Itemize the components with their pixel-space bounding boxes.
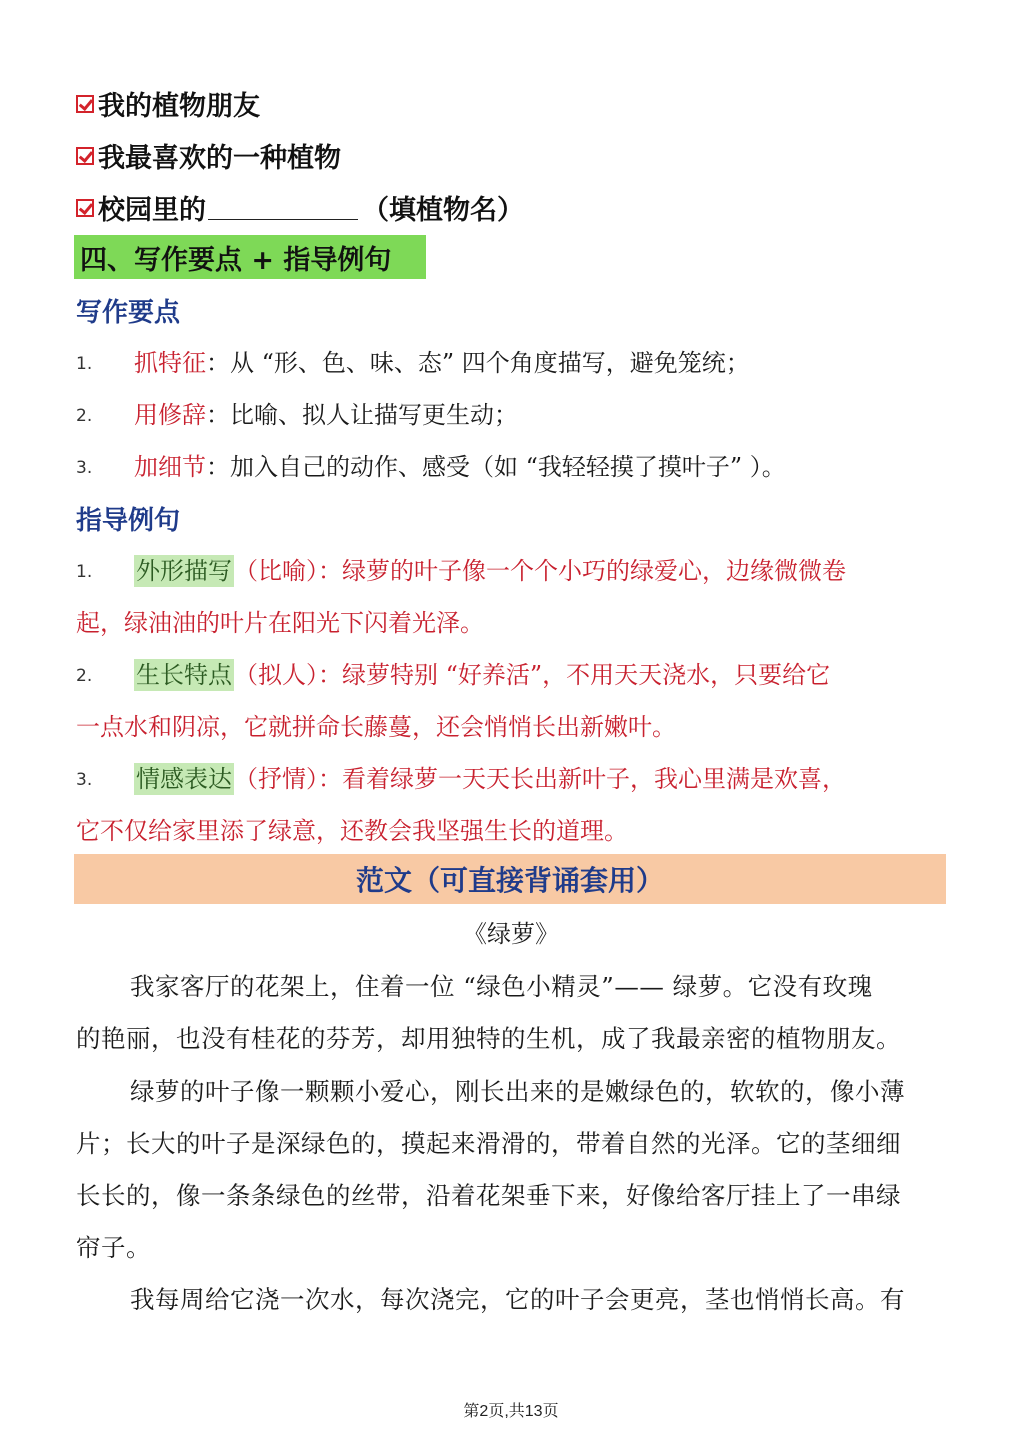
example-text: 绿萝的叶子像一个个小巧的绿爱心，边缘微微卷 bbox=[342, 557, 846, 585]
topic-text-after: （填植物名） bbox=[362, 195, 524, 226]
writing-point-2 bbox=[134, 395, 518, 430]
essay-line: 我家客厅的花架上，住着一位 “绿色小精灵”—— 绿萝。它没有玫瑰 bbox=[130, 972, 873, 1001]
point-text: ：加入自己的动作、感受（如 “我轻轻摸了摸叶子” ）。 bbox=[206, 453, 786, 481]
example-2-line-1 bbox=[134, 655, 830, 690]
checkbox-icon bbox=[76, 95, 94, 113]
list-number: 2. bbox=[76, 666, 93, 686]
example-text: 绿萝特别 “好养活”，不用天天浇水，只要给它 bbox=[342, 661, 831, 689]
list-number: 3. bbox=[76, 458, 93, 478]
list-number: 1. bbox=[76, 562, 93, 582]
fill-in-blank bbox=[208, 195, 358, 220]
essay-title: 《绿萝》 bbox=[463, 920, 559, 948]
section-title: 四、写作要点 + 指导例句 bbox=[74, 235, 426, 279]
example-tag: 外形描写 bbox=[136, 557, 232, 585]
examples-heading: 指导例句 bbox=[76, 506, 181, 536]
example-device: （比喻）： bbox=[234, 557, 342, 585]
essay-line: 片；长大的叶子是深绿色的，摸起来滑滑的，带着自然的光泽。它的茎细细 bbox=[76, 1129, 901, 1158]
example-device: （抒情）： bbox=[234, 765, 342, 793]
example-1-line-2: 起，绿油油的叶片在阳光下闪着光泽。 bbox=[76, 609, 484, 637]
topic-text-before: 校园里的 bbox=[98, 195, 206, 226]
essay-line: 长长的，像一条条绿色的丝带，沿着花架垂下来，好像给客厅挂上了一串绿 bbox=[76, 1181, 901, 1210]
point-key: 用修辞 bbox=[134, 401, 206, 429]
page-footer: 第2页,共13页 bbox=[463, 1403, 559, 1420]
list-number: 2. bbox=[76, 406, 93, 426]
essay-line: 我每周给它浇一次水，每次浇完，它的叶子会更亮，茎也悄悄长高。有 bbox=[130, 1285, 905, 1314]
topic-option-3 bbox=[76, 188, 524, 227]
essay-line: 帘子。 bbox=[76, 1233, 151, 1262]
point-text: ：比喻、拟人让描写更生动； bbox=[206, 401, 518, 429]
writing-point-3 bbox=[134, 447, 786, 482]
essay-line: 的艳丽，也没有桂花的芬芳，却用独特的生机，成了我最亲密的植物朋友。 bbox=[76, 1024, 901, 1053]
point-key: 抓特征 bbox=[134, 349, 206, 377]
writing-points-heading: 写作要点 bbox=[76, 298, 181, 328]
point-key: 加细节 bbox=[134, 453, 206, 481]
point-text: ：从 “形、色、味、态” 四个角度描写，避免笼统； bbox=[206, 349, 750, 377]
essay-line: 绿萝的叶子像一颗颗小爱心，刚长出来的是嫩绿色的，软软的，像小薄 bbox=[130, 1077, 905, 1106]
example-device: （拟人）： bbox=[234, 661, 342, 689]
checkbox-icon bbox=[76, 147, 94, 165]
topic-text: 我最喜欢的一种植物 bbox=[98, 143, 341, 174]
topic-text: 我的植物朋友 bbox=[98, 91, 260, 122]
topic-option-2 bbox=[76, 136, 341, 175]
topic-option-1 bbox=[76, 84, 260, 123]
checkbox-icon bbox=[76, 199, 94, 217]
example-text: 看着绿萝一天天长出新叶子，我心里满是欢喜， bbox=[342, 765, 846, 793]
example-3-line-2: 它不仅给家里添了绿意，还教会我坚强生长的道理。 bbox=[76, 817, 628, 845]
example-tag: 情感表达 bbox=[136, 765, 232, 793]
example-2-line-2: 一点水和阴凉，它就拼命长藤蔓，还会悄悄长出新嫩叶。 bbox=[76, 713, 676, 741]
example-1-line-1 bbox=[134, 551, 846, 586]
model-essay-banner: 范文（可直接背诵套用） bbox=[74, 854, 946, 904]
example-3-line-1 bbox=[134, 759, 846, 794]
writing-point-1 bbox=[134, 343, 750, 378]
example-tag: 生长特点 bbox=[136, 661, 232, 689]
list-number: 1. bbox=[76, 354, 93, 374]
list-number: 3. bbox=[76, 770, 93, 790]
